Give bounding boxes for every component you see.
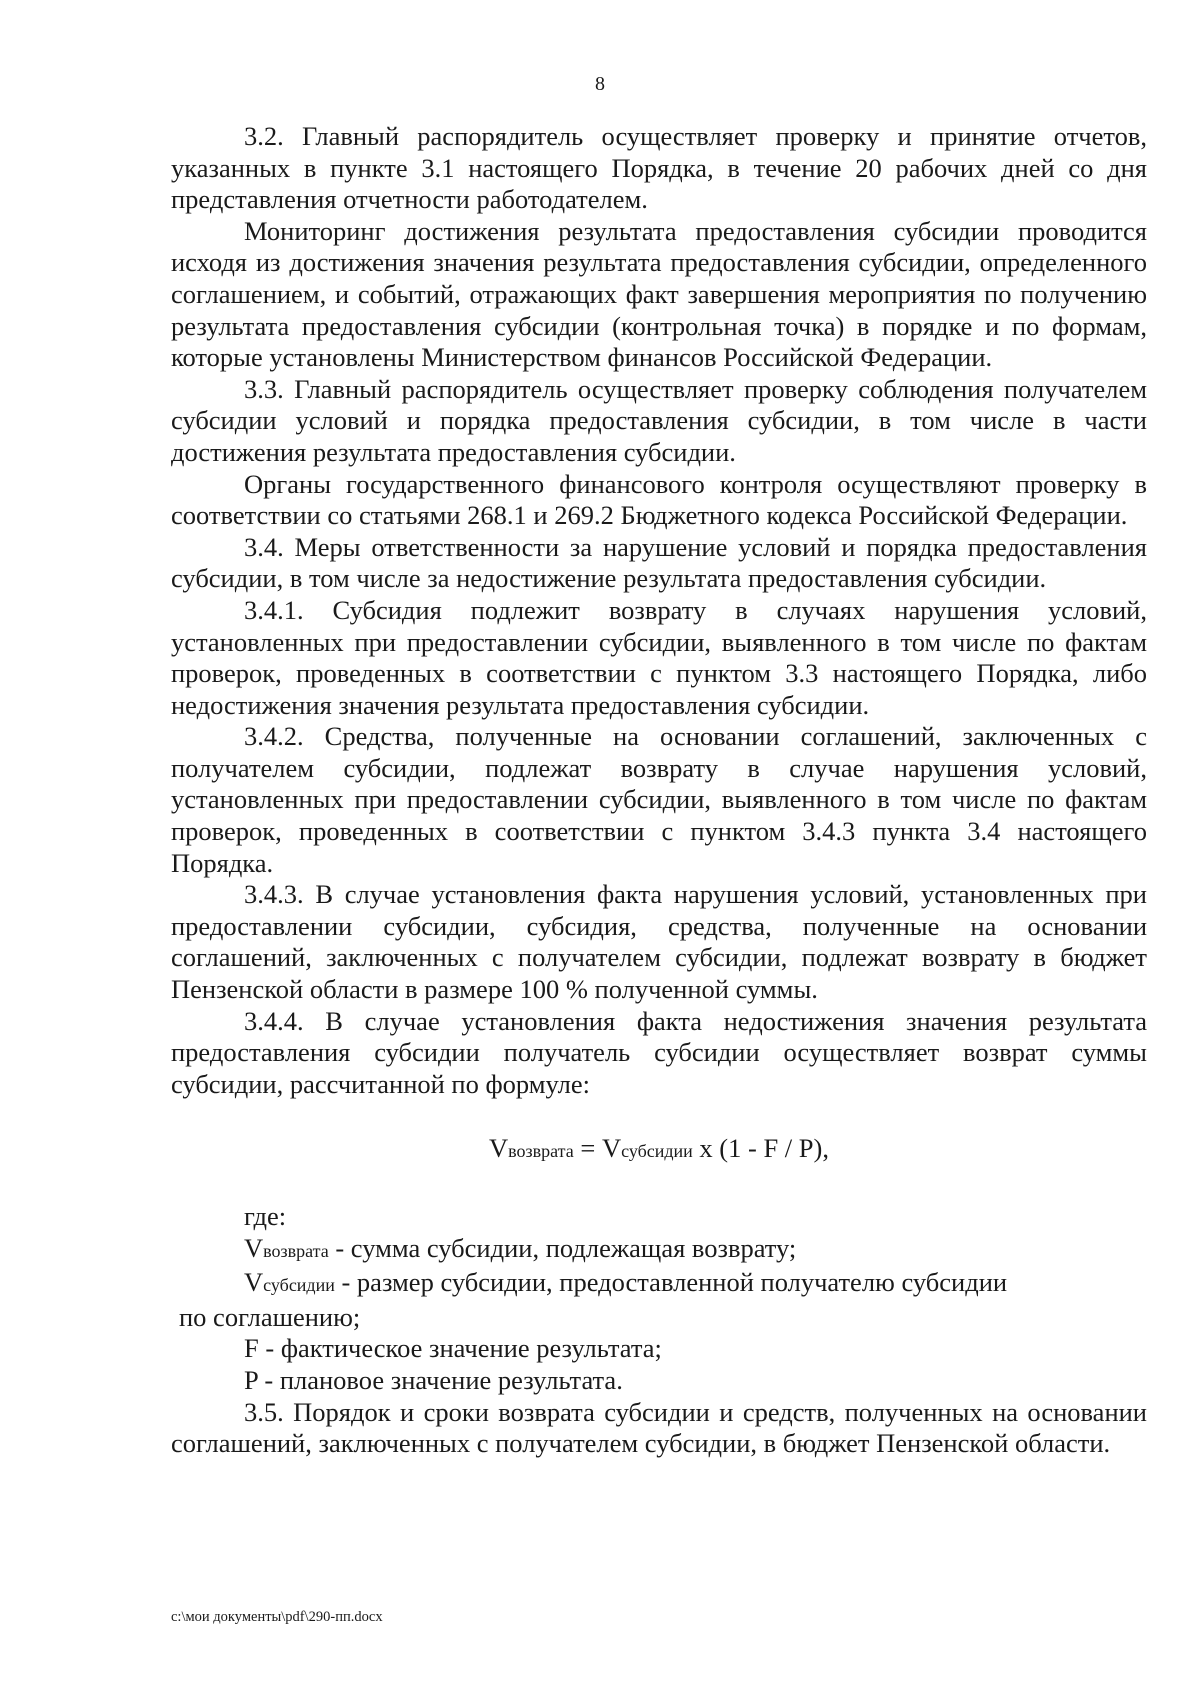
definition-f: F - фактическое значение результата; bbox=[244, 1333, 662, 1364]
definition-v-subsidy-text: - размер субсидии, предоставленной получателю субсидии bbox=[334, 1267, 1008, 1298]
formula-rest: x (1 - F / P), bbox=[692, 1133, 829, 1164]
return-formula bbox=[171, 1133, 1147, 1168]
document-body bbox=[171, 121, 1147, 1460]
definition-v-return bbox=[171, 1233, 1147, 1268]
paragraph-3-4-2: 3.4.2. Средства, полученные на основании соглашений, заключенных с получателем субсидии, подлежат возврату в случае нарушения условий, установленных при предоставлении субсидии, выявленного в том числе по фактам проверок, проведенных в соответствии с пунктом 3.4.3 пункта 3.4 настоящего Порядка. bbox=[171, 721, 1147, 878]
paragraph-3-4: 3.4. Меры ответственности за нарушение условий и порядка предоставления субсидии, в том числе за недостижение результата предоставления субсидии. bbox=[171, 531, 1147, 594]
footer-file-path: c:\мои документы\pdf\290-пп.docx bbox=[171, 1609, 383, 1625]
definition-v-return-sub: возврата bbox=[263, 1240, 329, 1261]
formula-v-subsidy-sub: субсидии bbox=[621, 1141, 693, 1162]
formula-v-return-sub: возврата bbox=[508, 1141, 574, 1162]
paragraph-monitoring: Мониторинг достижения результата предоставления субсидии проводится исходя из достижения значения результата предоставления субсидии, определенного соглашением, и событий, отражающих факт завершения мероприятия по получению результата предоставления субсидии (контрольная точка) в порядке и по формам, которые установлены Министерством финансов Российской Федерации. bbox=[171, 215, 1147, 373]
definition-p: P - плановое значение результата. bbox=[244, 1364, 623, 1395]
paragraph-3-4-3: 3.4.3. В случае установления факта нарушения условий, установленных при предоставлении субсидии, субсидия, средства, полученные на основании соглашений, заключенных с получателем субсидии, подлежат возврату в бюджет Пензенской области в размере 100 % полученной суммы. bbox=[171, 879, 1147, 1005]
formula-v-return: V bbox=[489, 1133, 509, 1164]
paragraph-3-2: 3.2. Главный распорядитель осуществляет проверку и принятие отчетов, указанных в пункте 3.1 настоящего Порядка, в течение 20 рабочих дней со дня представления отчетности работодателем. bbox=[171, 121, 1147, 215]
definition-v-subsidy bbox=[171, 1267, 1147, 1333]
page-number: 8 bbox=[595, 73, 605, 95]
definition-v-return-symbol: V bbox=[244, 1232, 264, 1263]
paragraph-3-3: 3.3. Главный распорядитель осуществляет проверку соблюдения получателем субсидии условий и порядка предоставления субсидии, в том числе в части достижения результата предоставления субсидии. bbox=[171, 373, 1147, 467]
formula-equals: = bbox=[573, 1133, 602, 1164]
definition-v-subsidy-sub: субсидии bbox=[263, 1275, 335, 1296]
definition-v-subsidy-symbol: V bbox=[244, 1267, 264, 1298]
definition-v-return-text: - сумма субсидии, подлежащая возврату; bbox=[328, 1232, 797, 1263]
paragraph-control-bodies: Органы государственного финансового контроля осуществляют проверку в соответствии со статьями 268.1 и 269.2 Бюджетного кодекса Российской Федерации. bbox=[171, 468, 1147, 531]
paragraph-3-5: 3.5. Порядок и сроки возврата субсидии и средств, полученных на основании соглашений, заключенных с получателем субсидии, в бюджет Пензенской области. bbox=[171, 1396, 1147, 1459]
definitions-where: где: bbox=[244, 1201, 287, 1231]
definition-v-subsidy-continuation: по соглашению; bbox=[179, 1301, 361, 1332]
formula-v-subsidy: V bbox=[601, 1133, 622, 1164]
paragraph-3-4-4: 3.4.4. В случае установления факта недостижения значения результата предоставления субсидии получатель субсидии осуществляет возврат суммы субсидии, рассчитанной по формуле: bbox=[171, 1005, 1147, 1099]
paragraph-3-4-1: 3.4.1. Субсидия подлежит возврату в случаях нарушения условий, установленных при предоставлении субсидии, выявленного в том числе по фактам проверок, проведенных в соответствии с пунктом 3.3 настоящего Порядка, либо недостижения значения результата предоставления субсидии. bbox=[171, 594, 1147, 720]
